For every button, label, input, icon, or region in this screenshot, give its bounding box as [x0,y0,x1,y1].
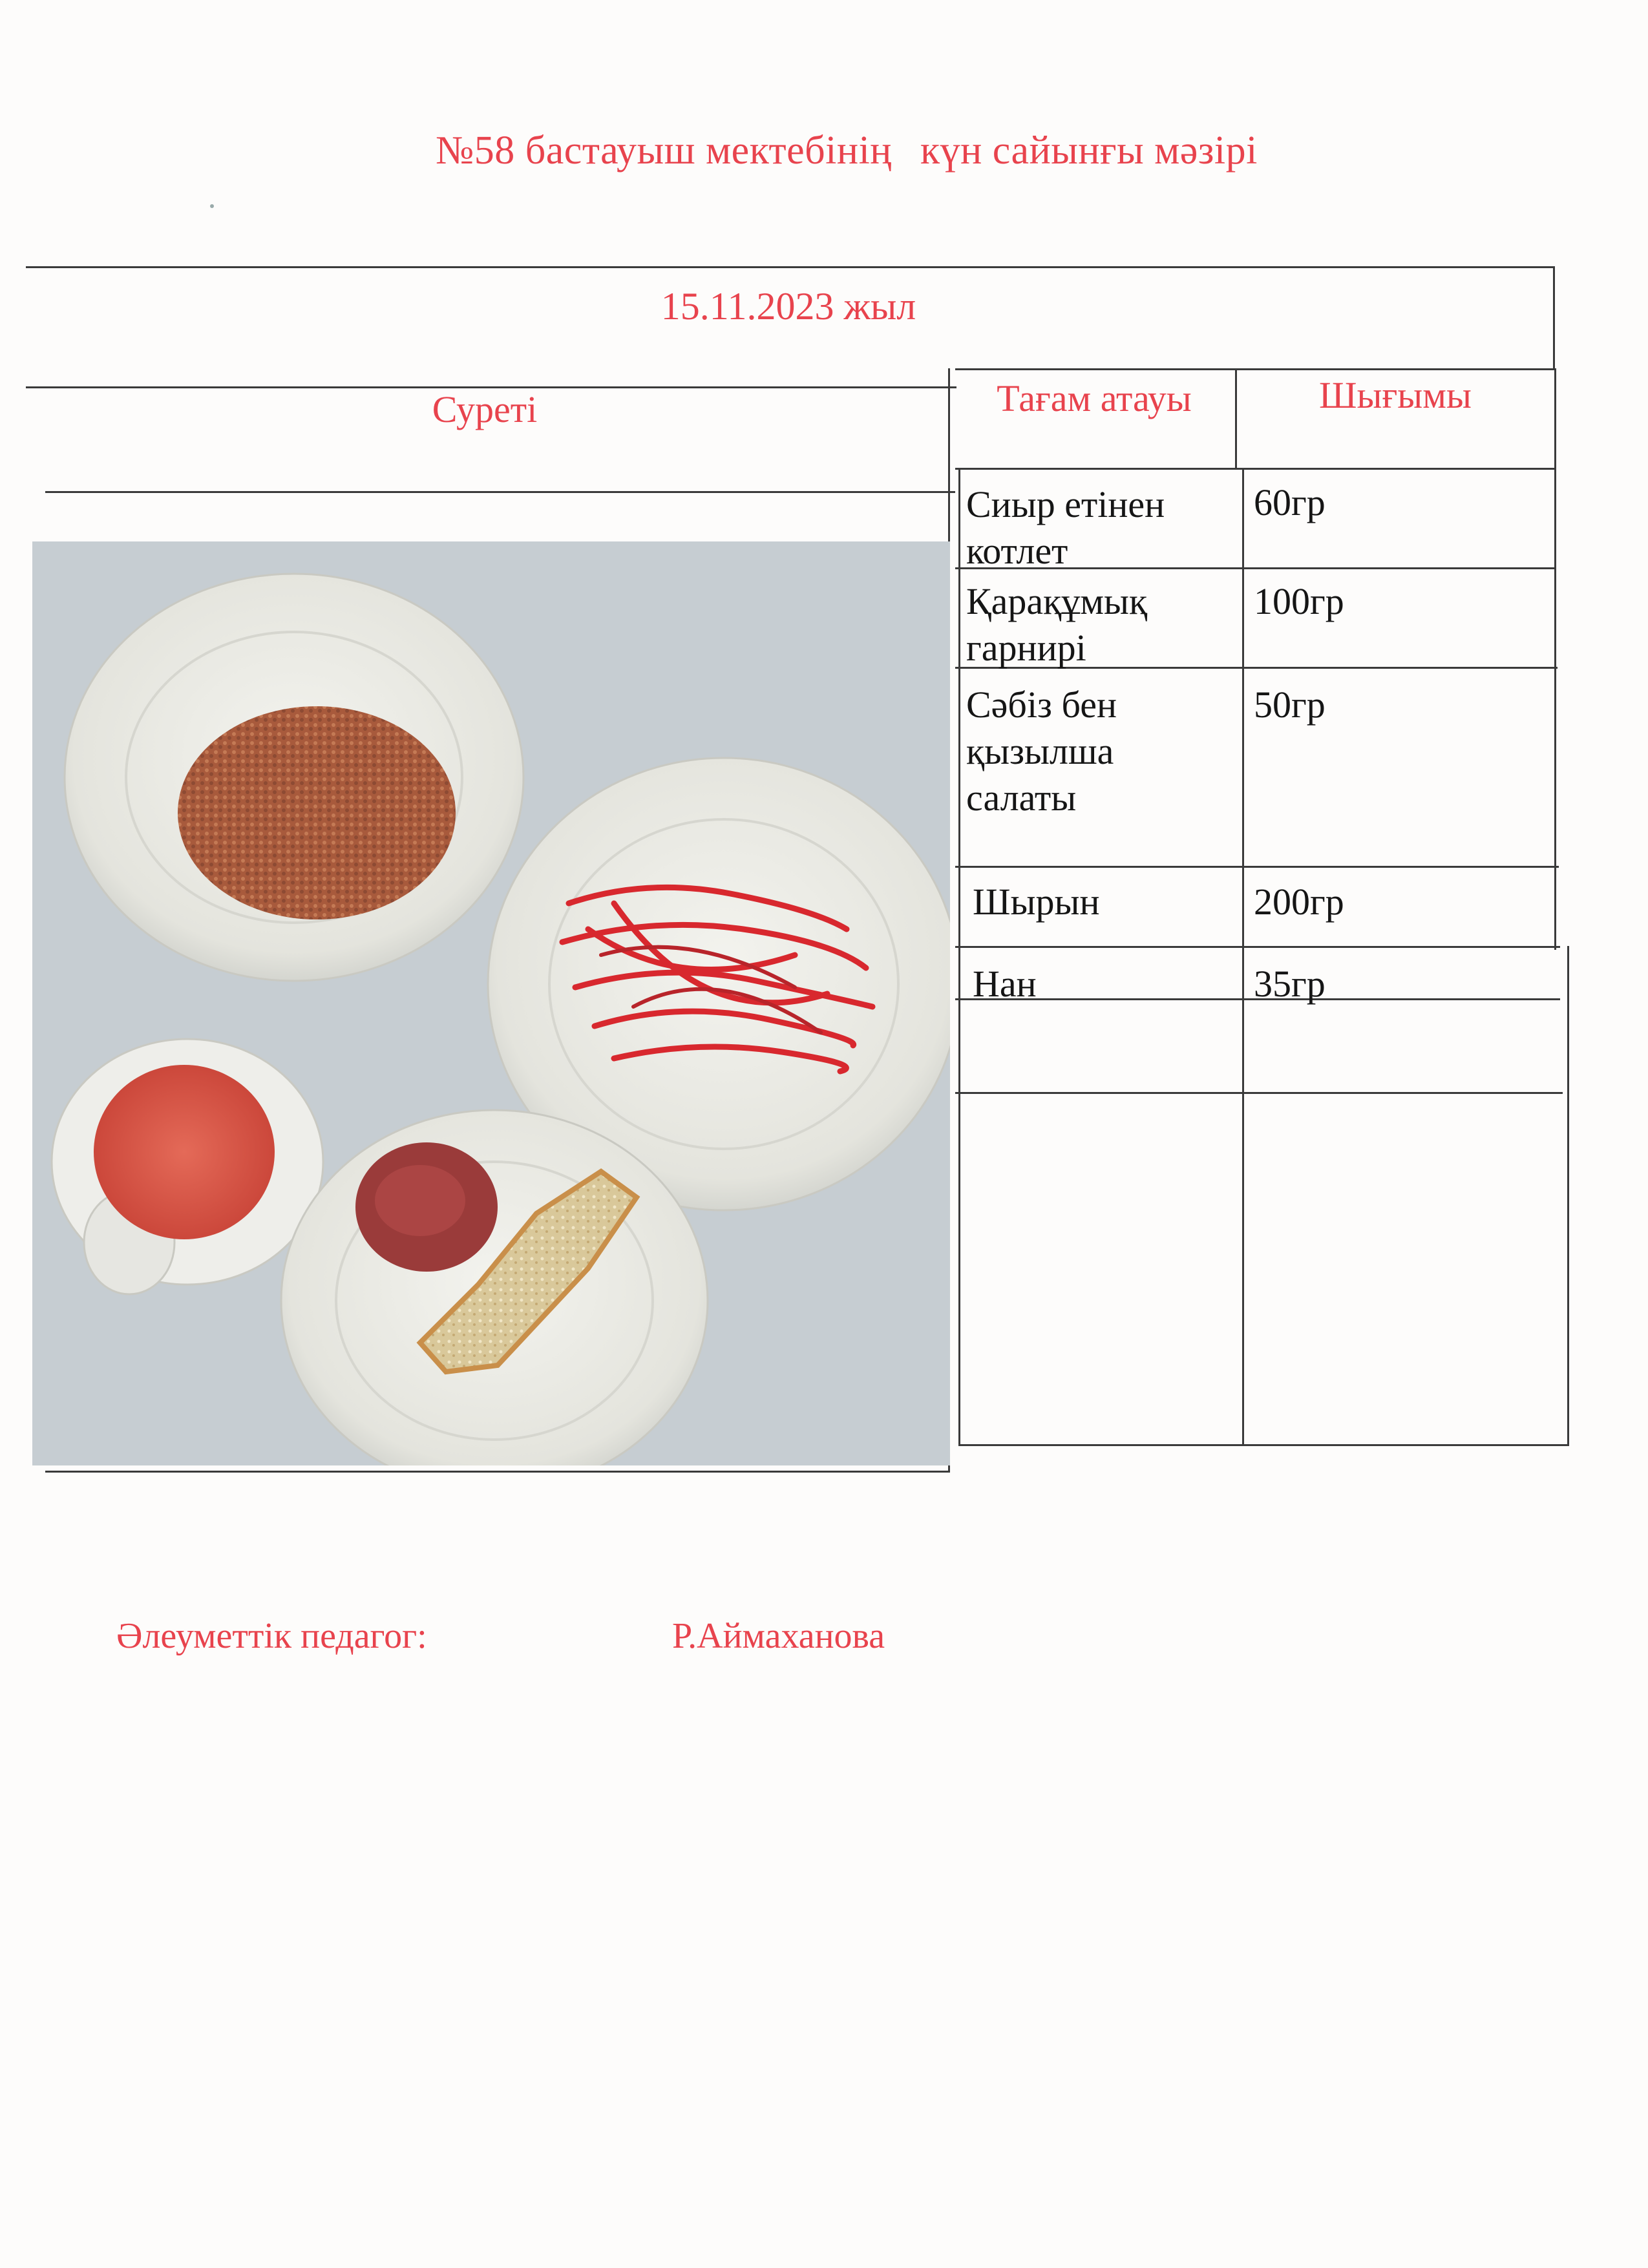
page-title [0,128,1648,174]
scan-speck [210,204,214,208]
meal-photo [32,541,950,1465]
dish-name-line: гарнирі [966,627,1086,669]
dish-name-line: Қарақұмық [966,580,1148,622]
dish-name-line: қызылша [966,730,1114,772]
dish-name [973,879,1100,925]
dish-name [966,578,1147,671]
page-title-school: №58 бастауыш мектебінің [436,129,892,173]
plate-cutlet-bread-icon [281,1110,708,1465]
header-portion: Шығымы [1319,374,1472,416]
dish-portion: 200гр [1254,881,1344,923]
footer-name: Р.Аймаханова [672,1616,885,1656]
dish-portion: 50гр [1254,684,1326,726]
page-title-menu: күн сайынғы мәзірі [920,129,1258,173]
dish-portion: 60гр [1254,481,1326,523]
table-border-right [1567,946,1569,1446]
table-line [45,491,955,493]
dish-name-line: Нан [973,963,1037,1005]
table-border-right [1554,368,1556,950]
table-line [955,368,1555,370]
header-dish-name: Тағам атауы [997,377,1192,419]
dish-name-line: Сәбіз бен [966,684,1117,726]
table-line [45,1471,950,1473]
dish-portion: 100гр [1254,580,1344,622]
footer-role: Әлеуметтік педагог: [116,1616,427,1656]
table-divider-name [958,468,960,1446]
plate-buckwheat-icon [65,574,523,981]
menu-date: 15.11.2023 жыл [660,285,916,328]
dish-name-line: Шырын [973,881,1100,923]
dish-name-line: Сиыр етінен [966,483,1165,525]
dish-name-line: салаты [966,777,1077,819]
table-divider-portion [1242,468,1244,1446]
dish-name [966,682,1117,821]
dish-name [973,961,1037,1007]
table-border-bottom [960,1444,1569,1446]
table-border-top [26,266,1555,268]
dish-name [966,481,1165,574]
table-line [955,946,1560,948]
header-photo: Суреті [432,388,538,430]
table-line [955,1092,1563,1094]
table-line [955,468,1556,470]
dish-portion: 35гр [1254,963,1326,1005]
dish-name-line: котлет [966,530,1068,572]
table-border-right [1553,266,1555,370]
table-line [955,866,1559,868]
